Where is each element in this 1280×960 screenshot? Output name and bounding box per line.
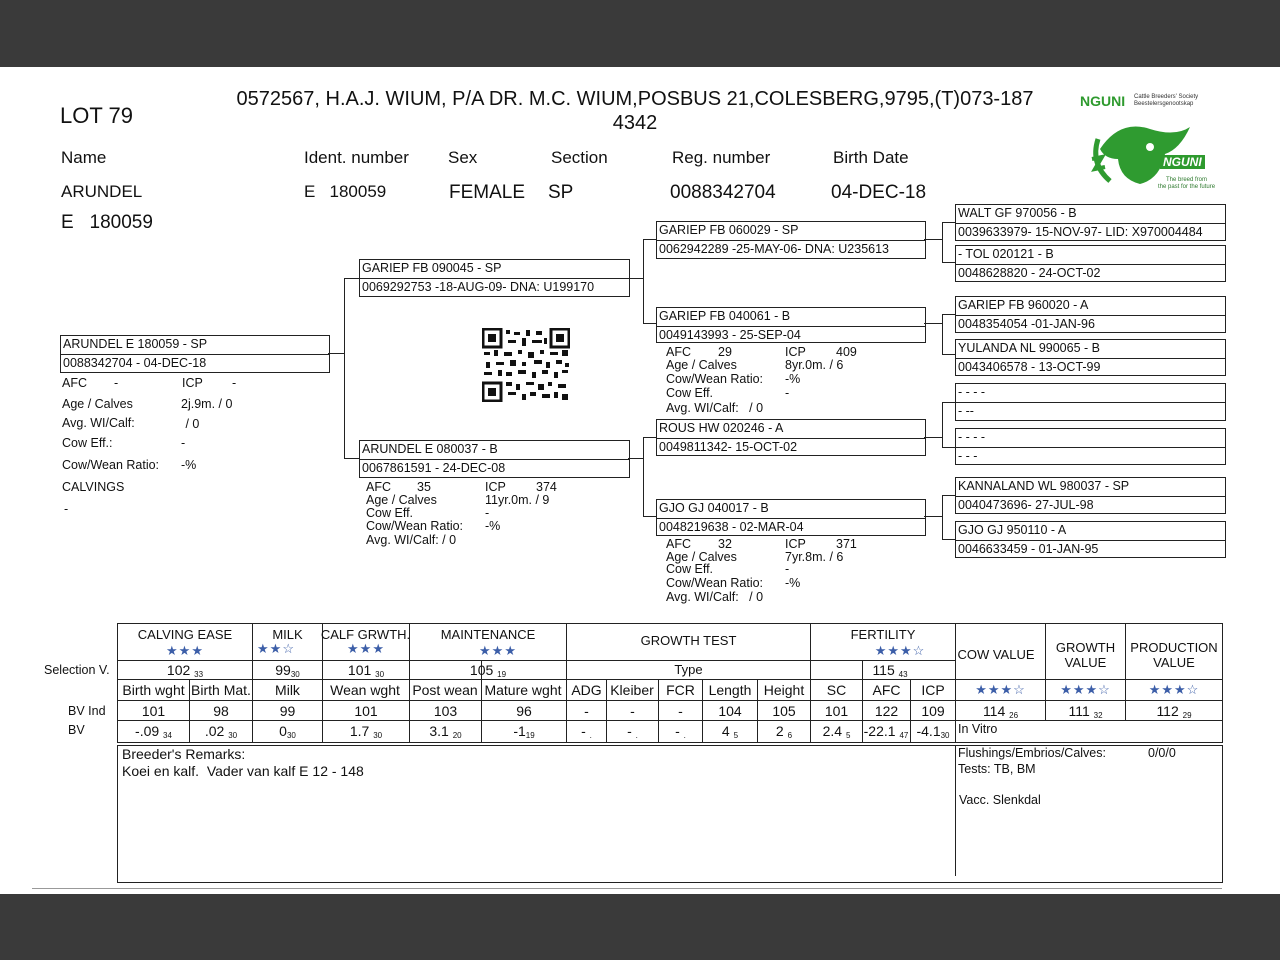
logo-line1: Cattle Breeders' Society <box>1134 94 1199 100</box>
animal-section: SP <box>548 182 574 203</box>
fertility-stars: ★★★☆ <box>874 643 926 658</box>
header-name: Name <box>61 148 107 167</box>
self-eff-value: - <box>181 436 186 450</box>
great-grandparent-3 <box>955 296 1226 333</box>
col-birth-mat: Birth Mat. <box>191 682 251 698</box>
sire-box <box>359 259 630 297</box>
sd-afc-value: 29 <box>718 345 732 359</box>
calvings-label: CALVINGS <box>62 480 125 494</box>
dd-avg: Avg. WI/Calf: / 0 <box>666 590 764 604</box>
dd-ratio-value: -% <box>785 576 801 590</box>
gg1-name: WALT GF 970056 - B <box>958 206 1077 220</box>
great-grandparent-2 <box>955 245 1226 282</box>
gg1-reg: 0039633979- 15-NOV-97- LID: X970004484 <box>958 225 1203 239</box>
dd-afc-value: 32 <box>718 537 732 551</box>
sire-sire-name: GARIEP FB 060029 - SP <box>659 223 799 237</box>
dam-name: ARUNDEL E 080037 - B <box>362 442 498 456</box>
bvind-growth-value: 111 $_{32}$ <box>1068 703 1103 720</box>
self-age-label: Age / Calves <box>62 397 133 411</box>
self-box <box>60 335 330 373</box>
sd-icp-value: 409 <box>836 345 857 359</box>
bvind-length: 104 <box>718 703 742 719</box>
col-birth-wght: Birth wght <box>122 682 185 698</box>
animal-sex: FEMALE <box>449 182 526 203</box>
sel-calf: 101 $_{30}$ <box>347 662 385 679</box>
logo-tagline-1: The breed from <box>1166 177 1208 183</box>
calvings-value: - <box>64 502 69 516</box>
logo-title: NGUNI <box>1080 93 1126 109</box>
bvind-birth-mat: 98 <box>213 703 229 719</box>
breeder-info: 0572567, H.A.J. WIUM, P/A DR. M.C. WIUM,POSBUS 21,COLESBERG,9795,(T)073-187 4342 <box>236 88 1034 134</box>
bv-sc: 2.4 $_5$ <box>822 723 851 740</box>
great-grandparent-5 <box>955 383 1226 421</box>
gg4-reg: 0043406578 - 13-OCT-99 <box>958 360 1101 374</box>
col-post-wean: Post wean <box>412 682 478 698</box>
bv-icp: $-4.1_{30}$ <box>916 723 950 740</box>
type-label: Type <box>674 662 703 677</box>
col-height: Height <box>763 682 805 698</box>
col-kleiber: Kleiber <box>610 682 654 698</box>
sd-eff-value: - <box>785 386 790 400</box>
dam-afc-value: 35 <box>417 480 431 494</box>
dam-age-value: 11yr.0m. / 9 <box>485 493 550 507</box>
gg5-reg: - -- <box>958 404 974 418</box>
gg6-name: - - - - <box>958 430 986 444</box>
self-ratio-value: -% <box>181 458 197 472</box>
bv-mature: $-1_{19}$ <box>513 723 535 740</box>
animal-ident: E 180059 <box>304 182 387 201</box>
calf-growth-header: CALF GRWTH. <box>320 627 411 642</box>
sire-dam-stats <box>666 346 906 416</box>
milk-stars: ★★☆ <box>257 641 295 656</box>
bv-row-label: BV <box>68 723 85 737</box>
dam-box <box>359 440 630 478</box>
bvind-adg: - <box>584 703 589 719</box>
production-value-stars: ★★★☆ <box>1148 682 1200 697</box>
self-afc-value: - <box>114 376 119 390</box>
sd-eff-label: Cow Eff. <box>666 386 714 400</box>
col-adg: ADG <box>571 682 602 698</box>
growth-test-header: GROWTH TEST <box>640 633 737 648</box>
gg3-reg: 0048354054 -01-JAN-96 <box>958 317 1095 331</box>
self-name: ARUNDEL E 180059 - SP <box>63 337 208 351</box>
production-value-header-2: VALUE <box>1153 655 1195 670</box>
sel-maint: 105 $_{19}$ <box>469 662 507 679</box>
gg8-reg: 0046633459 - 01-JAN-95 <box>958 542 1099 556</box>
lot-number: LOT 79 <box>60 103 133 128</box>
dam-eff-value: - <box>485 506 490 520</box>
dd-eff-value: - <box>785 562 790 576</box>
bv-wean: 1.7 $_{30}$ <box>349 723 383 740</box>
bv-ind-row-label: BV Ind <box>68 704 106 718</box>
sd-ratio-label: Cow/Wean Ratio: <box>666 372 764 386</box>
selection-row-label: Selection V. <box>44 663 110 677</box>
bv-length: 4 $_5$ <box>721 723 739 740</box>
dam-afc-label: AFC <box>366 480 391 494</box>
dam-avg: Avg. WI/Calf: / 0 <box>366 533 457 547</box>
self-ratio-label: Cow/Wean Ratio: <box>62 458 160 472</box>
animal-reg: 0088342704 <box>670 182 776 203</box>
header-sex: Sex <box>448 148 478 167</box>
header-reg: Reg. number <box>672 148 771 167</box>
bv-adg: - $_.$ <box>581 723 592 740</box>
self-eff-label: Cow Eff.: <box>62 436 113 450</box>
col-wean-wght: Wean wght <box>330 682 400 698</box>
col-afc: AFC <box>872 682 901 698</box>
dam-dam-box <box>656 499 926 536</box>
bv-afc: -22.1 $_{47}$ <box>863 723 909 740</box>
remarks-box <box>117 745 1223 883</box>
dam-ratio-value: -% <box>485 519 501 533</box>
col-length: Length <box>708 682 752 698</box>
nguni-logo <box>1078 91 1218 199</box>
production-value-header-1: PRODUCTION <box>1130 640 1218 655</box>
dam-sire-reg: 0049811342- 15-OCT-02 <box>659 440 798 454</box>
calving-ease-header: CALVING EASE <box>137 627 233 642</box>
bv-height: 2 $_6$ <box>775 723 793 740</box>
remarks-title: Breeder's Remarks: <box>122 746 246 762</box>
bvind-fcr: - <box>678 703 683 719</box>
self-avg-label: Avg. WI/Calf: <box>62 416 135 430</box>
in-vitro-label: In Vitro <box>958 722 998 736</box>
sire-reg: 0069292753 -18-AUG-09- DNA: U199170 <box>362 280 595 294</box>
dd-ratio-label: Cow/Wean Ratio: <box>666 576 764 590</box>
sd-age-value: 8yr.0m. / 6 <box>785 358 844 372</box>
sire-dam-box <box>656 307 926 343</box>
header-birth: Birth Date <box>833 148 909 167</box>
gg5-name: - - - - <box>958 385 986 399</box>
bvind-afc: 122 <box>874 703 899 719</box>
bvind-birth-wght: 101 <box>141 703 166 719</box>
dam-sire-name: ROUS HW 020246 - A <box>659 421 784 435</box>
gg7-name: KANNALAND WL 980037 - SP <box>958 479 1130 493</box>
qr-code <box>482 328 570 402</box>
bv-post-wean: 3.1 $_{20}$ <box>429 723 462 740</box>
dam-icp-value: 374 <box>536 480 557 494</box>
breeding-values-table <box>0 623 1280 748</box>
growth-value-header-2: VALUE <box>1064 655 1107 670</box>
col-icp: ICP <box>921 682 945 698</box>
great-grandparent-7 <box>955 477 1226 514</box>
sd-age-label: Age / Calves <box>666 358 737 372</box>
great-grandparent-6 <box>955 428 1226 465</box>
self-avg-value: / 0 <box>182 417 200 431</box>
dam-reg: 0067861591 - 24-DEC-08 <box>362 461 506 475</box>
dam-dam-name: GJO GJ 040017 - B <box>659 501 769 515</box>
animal-ident-large: E 180059 <box>61 212 153 233</box>
sd-afc-label: AFC <box>666 345 691 359</box>
fertility-header: FERTILITY <box>850 627 916 642</box>
dam-dam-reg: 0048219638 - 02-MAR-04 <box>659 520 804 534</box>
sire-dam-name: GARIEP FB 040061 - B <box>659 309 791 323</box>
dam-icp-label: ICP <box>485 480 506 494</box>
bvind-kleiber: - <box>630 703 635 719</box>
dam-dam-stats <box>666 538 906 608</box>
bvind-sc: 101 <box>824 703 849 719</box>
logo-tagline-2: the past for the future <box>1158 184 1216 190</box>
growth-value-header-1: GROWTH <box>1055 640 1116 655</box>
gg8-name: GJO GJ 950110 - A <box>958 523 1067 537</box>
sel-calving: 102 $_{33}$ <box>166 662 204 679</box>
sd-icp-label: ICP <box>785 345 806 359</box>
self-reg: 0088342704 - 04-DEC-18 <box>63 356 207 370</box>
great-grandparent-4 <box>955 339 1226 376</box>
col-fcr: FCR <box>666 682 695 698</box>
self-stats <box>62 376 262 516</box>
sd-ratio-value: -% <box>785 372 801 386</box>
bvind-wean: 101 <box>354 703 378 719</box>
col-milk: Milk <box>275 682 300 698</box>
dam-eff-label: Cow Eff. <box>366 506 414 520</box>
gg4-name: YULANDA NL 990065 - B <box>958 341 1100 355</box>
bvind-production-value: 112 $_{29}$ <box>1156 703 1192 720</box>
cow-value-stars: ★★★☆ <box>975 682 1026 697</box>
logo-badge: NGUNI <box>1160 155 1205 169</box>
sire-sire-reg: 0062942289 -25-MAY-06- DNA: U235613 <box>659 242 890 256</box>
sd-avg: Avg. WI/Calf: / 0 <box>666 401 764 415</box>
great-grandparent-8 <box>955 521 1226 558</box>
bvind-height: 105 <box>772 703 796 719</box>
great-grandparent-1 <box>955 204 1226 241</box>
col-sc: SC <box>826 682 847 698</box>
dam-ratio-label: Cow/Wean Ratio: <box>366 519 464 533</box>
bv-birth-mat: .02 $_{30}$ <box>204 723 238 740</box>
calving-ease-stars: ★★★ <box>166 643 204 658</box>
self-icp-label: ICP <box>182 376 203 390</box>
dd-icp-value: 371 <box>836 537 857 551</box>
dd-age-label: Age / Calves <box>666 550 737 564</box>
milk-header: MILK <box>272 627 303 642</box>
gg2-reg: 0048628820 - 24-OCT-02 <box>958 266 1101 280</box>
calf-growth-stars: ★★★ <box>347 641 385 656</box>
dd-eff-label: Cow Eff. <box>666 562 714 576</box>
remarks-text: Koei en kalf. Vader van kalf E 12 - 148 <box>122 763 364 779</box>
bvind-icp: 109 <box>921 703 945 719</box>
flushings-label: Flushings/Embrios/Calves: <box>958 746 1106 760</box>
bv-fcr: - $_.$ <box>675 723 686 740</box>
gg3-name: GARIEP FB 960020 - A <box>958 298 1089 312</box>
header-section: Section <box>551 148 608 167</box>
cow-value-header: COW VALUE <box>957 647 1035 662</box>
bv-kleiber: - $_.$ <box>627 723 638 740</box>
sel-fert: 115 $_{43}$ <box>872 662 908 679</box>
self-afc-label: AFC <box>62 376 87 390</box>
flushings-value: 0/0/0 <box>1148 746 1176 760</box>
maintenance-stars: ★★★ <box>479 643 517 658</box>
dam-stats <box>366 481 606 551</box>
dd-icp-label: ICP <box>785 537 806 551</box>
sire-name: GARIEP FB 090045 - SP <box>362 261 502 275</box>
bvind-mature: 96 <box>516 703 532 719</box>
pedigree-page <box>0 67 1280 894</box>
tests-label: Tests: TB, BM <box>958 762 1036 776</box>
bv-birth-wght: -.09 $_{34}$ <box>135 723 172 740</box>
gg7-reg: 0040473696- 27-JUL-98 <box>958 498 1094 512</box>
header-ident: Ident. number <box>304 148 409 167</box>
sel-milk: $99_{30}$ <box>275 662 300 679</box>
dam-sire-box <box>656 419 926 456</box>
bv-milk: $0_{30}$ <box>279 723 296 740</box>
sire-dam-reg: 0049143993 - 25-SEP-04 <box>659 328 801 342</box>
bvind-milk: 99 <box>279 703 296 719</box>
bvind-cow-value: 114 $_{26}$ <box>982 703 1019 720</box>
vaccination-label: Vacc. Slenkdal <box>959 793 1041 807</box>
col-mature-wght: Mature wght <box>484 682 562 698</box>
dd-age-value: 7yr.8m. / 6 <box>785 550 844 564</box>
sire-sire-box <box>656 221 926 259</box>
self-icp-value: - <box>232 376 237 390</box>
animal-name: ARUNDEL <box>61 182 143 201</box>
dam-age-label: Age / Calves <box>366 493 437 507</box>
maintenance-header: MAINTENANCE <box>440 627 536 642</box>
gg2-name: - TOL 020121 - B <box>958 247 1054 261</box>
growth-value-stars: ★★★☆ <box>1060 682 1111 697</box>
self-age-value: 2j.9m. / 0 <box>181 397 233 411</box>
gg6-reg: - - - <box>958 449 978 463</box>
bvind-post-wean: 103 <box>433 703 458 719</box>
dd-afc-label: AFC <box>666 537 691 551</box>
animal-birth: 04-DEC-18 <box>831 182 927 203</box>
logo-line2: Beestelersgenootskap <box>1134 101 1194 107</box>
